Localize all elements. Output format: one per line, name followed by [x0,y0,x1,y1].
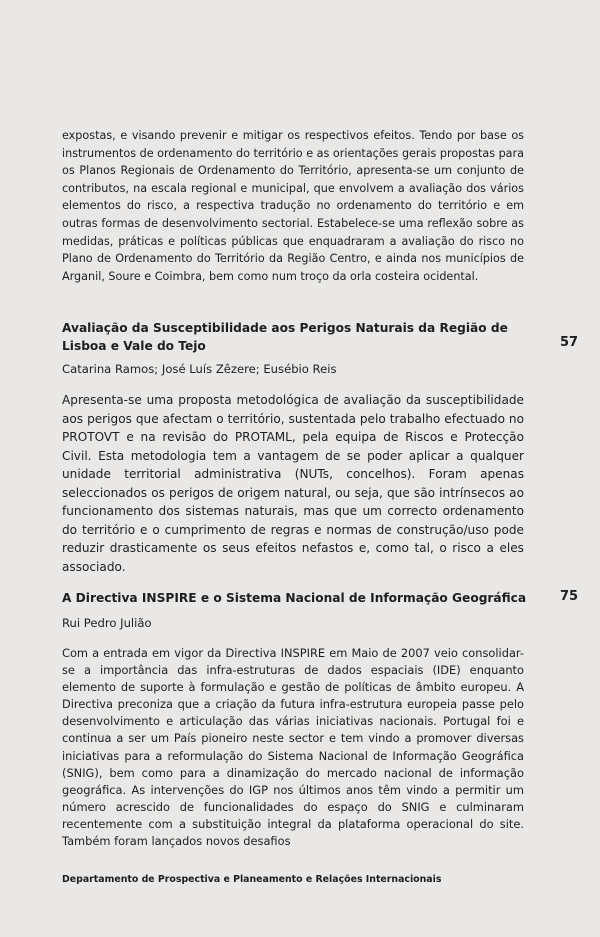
article-abstract: Com a entrada em vigor da Directiva INSPIRE em Maio de 2007 veio consolidar-se a importância das infra-estruturas de dados espaciais (IDE) enquanto elemento de suporte à formulação e gestão de políticas de âmbito europeu. A Directiva preconiza que a criação da futura infra-estrutura europeia passe pelo desenvolvimento e articulação das várias iniciativas nacionais. Portugal foi e continua a ser um País pioneiro neste sector e tem vindo a promover diversas iniciativas para a reformulação do Sistema Nacional de Informação Geográfica (SNIG), bem como para a dinamização do mercado nacional de informação geográfica. As intervenções do IGP nos últimos anos têm vindo a permitir um número acrescido de funcionalidades do espaço do SNIG e culminaram recentemente com a substituição integral da plataforma operacional do site. Também foram lançados novos desafios [62,646,524,849]
article-page-number: 57 [560,335,579,350]
article-page-number: 75 [560,589,579,604]
article-title: Avaliação da Susceptibilidade aos Perigos Naturais da Região de Lisboa e Vale do Tejo [62,321,508,353]
intro-paragraph: expostas, e visando prevenir e mitigar os respectivos efeitos. Tendo por base os instrumentos de ordenamento do território e as orientações gerais propostas para os Planos Regionais de Ordenamento do Território, apresenta-se um conjunto de contributos, na escala regional e municipal, que envolvem a avaliação dos vários elementos do risco, a respectiva tradução no ordenamento do território e em outras formas de desenvolvimento sectorial. Estabelece-se uma reflexão sobre as medidas, práticas e políticas públicas que enquadraram a avaliação do risco no Plano de Ordenamento do Território da Região Centro, e ainda nos municípios de Arganil, Soure e Coimbra, bem como num troço da orla costeira ocidental. [62,129,524,283]
article-title: A Directiva INSPIRE e o Sistema Nacional de Informação Geográfica [62,591,527,605]
article-abstract: Apresenta-se uma proposta metodológica de avaliação da susceptibilidade aos perigos que afectam o território, sustentada pelo trabalho efectuado no PROTOVT e na revisão do PROTAML, pela equipa de Riscos e Protecção Civil. Esta metodologia tem a vantagem de se poder aplicar a qualquer unidade territorial administrativa (NUTs, concelhos). Foram apenas seleccionados os perigos de origem natural, ou seja, que são intrínsecos ao funcionamento dos sistemas naturais, mas que um correcto ordenamento do território e o cumprimento de regras e normas de construção/uso pode reduzir drasticamente os seus efeitos nefastos e, como tal, o risco a eles associado. [62,393,524,574]
article-authors: Rui Pedro Julião [62,616,152,630]
page-footer: Departamento de Prospectiva e Planeamento e Relações Internacionais [62,874,442,885]
article-authors: Catarina Ramos; José Luís Zêzere; Eusébio Reis [62,362,337,376]
